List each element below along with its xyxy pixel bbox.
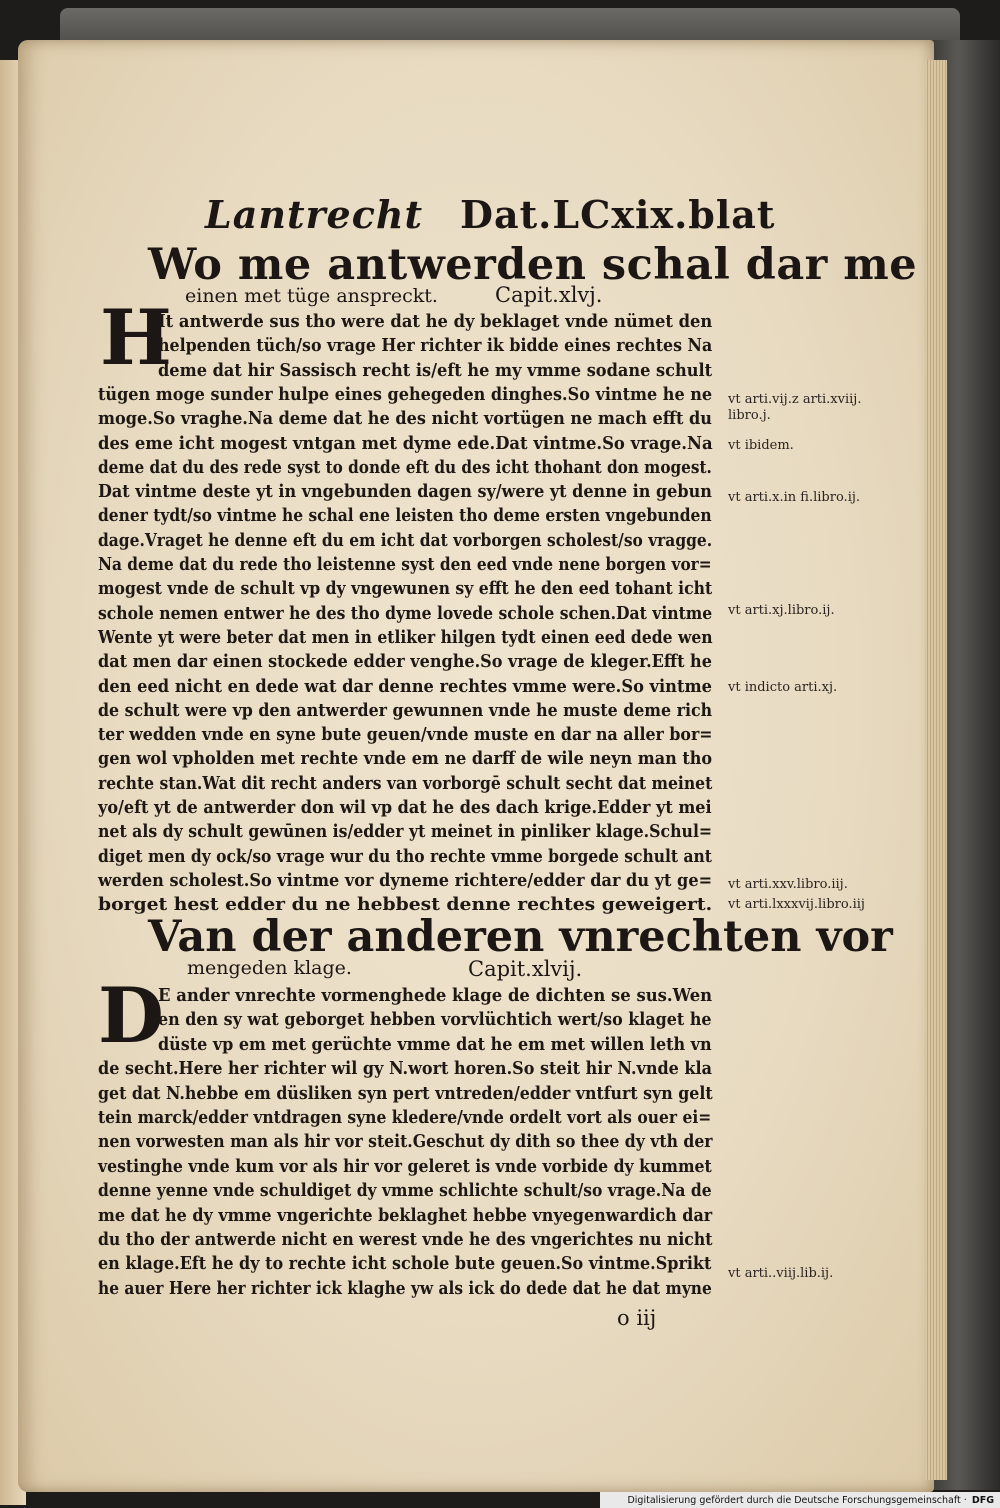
running-header-folio: Dat.LCxix.blat xyxy=(460,192,776,237)
text-line: nen vorwesten man als hir vor steit.Geschut dy dith so thee dy vth der xyxy=(98,1131,713,1153)
page-stack-edge xyxy=(925,60,947,1480)
text-line: helpenden tüch/so vrage Her richter ik bidde eines rechtes Na xyxy=(158,335,713,357)
margin-note: vt arti.xxv.libro.iij. xyxy=(728,877,848,892)
text-line: E ander vnrechte vormenghede klage de dichten se sus.Wen xyxy=(158,985,713,1006)
text-line: net als dy schult gewūnen is/edder yt meinet in pinliker klage.Schul= xyxy=(98,821,713,843)
text-line: me dat he dy vmme vngerichte beklaghet hebbe vnyegenwardich dar xyxy=(98,1204,713,1226)
margin-note: libro.j. xyxy=(728,408,771,423)
text-line: borget hest edder du ne hebbest denne rechtes geweigert. xyxy=(98,894,713,916)
text-line: en klage.Eft he dy to rechte icht schole bute geuen.So vintme.Sprikt xyxy=(98,1253,712,1275)
text-line: den eed nicht en dede wat dar denne rechtes vmme were.So vintme xyxy=(98,675,712,697)
text-line: dat men dar einen stockede edder venghe.So vrage de kleger.Efft he xyxy=(98,651,712,673)
text-line: Wente yt were beter dat men in etliker hilgen tydt einen eed dede wen xyxy=(98,626,713,648)
text-line: deme dat du des rede syst to donde eft du des icht thohant don mogest. xyxy=(98,456,712,478)
text-line: tein marck/edder vntdragen syne kledere/vnde ordelt vort als ouer ei= xyxy=(98,1107,712,1128)
margin-note: vt indicto arti.xj. xyxy=(728,680,838,695)
text-line: dage.Vraget he denne eft du em icht dat vorborgen scholest/so vragge. xyxy=(98,529,713,551)
chapter-heading-1: Wo me antwerden schal dar me xyxy=(148,240,918,290)
text-line: en den sy wat geborget hebben vorvlüchtich wert/so klaget he xyxy=(158,1009,712,1031)
text-line: de secht.Here her richter wil gy N.wort horen.So steit hir N.vnde kla xyxy=(98,1058,712,1080)
chapter-number-2: Capit.xlvij. xyxy=(468,957,583,981)
chapter-subheading-2: mengeden klage. xyxy=(187,957,352,979)
text-line: diget men dy ock/so vrage wur du tho rechte vmme borgede schult ant xyxy=(98,845,712,867)
drop-capital-1: H xyxy=(100,293,172,382)
text-line: vestinghe vnde kum vor als hir vor geleret is vnde vorbide dy kummet xyxy=(98,1155,712,1177)
text-line: düste vp em met gerüchte vmme dat he em met willen leth vn xyxy=(158,1033,712,1055)
text-line: moge.So vraghe.Na deme dat he des nicht vortügen ne mach efft du xyxy=(98,408,712,430)
signature-mark: o iij xyxy=(617,1306,657,1330)
text-line: yo/eft yt de antwerder don wil vp dat he des dach krige.Edder yt mei xyxy=(98,797,712,818)
margin-note: vt arti.lxxxvij.libro.iij xyxy=(728,897,865,912)
text-line: he auer Here her richter ick klaghe yw als ick do dede dat he dat myne xyxy=(98,1277,712,1299)
dfg-logo-icon: DFG xyxy=(971,1494,994,1506)
digitization-footer xyxy=(600,1492,1000,1508)
text-line: It antwerde sus tho were dat he dy beklaget vnde nümet den xyxy=(158,311,713,332)
chapter-heading-2: Van der anderen vnrechten vor xyxy=(148,912,893,962)
text-line: denne yenne vnde schuldiget dy vmme schlichte schult/so vrage.Na de xyxy=(98,1180,712,1202)
text-line: ter wedden vnde en syne bute geuen/vnde muste en dar na aller bor= xyxy=(98,724,713,746)
text-line: deme dat hir Sassisch recht is/eft he my vmme sodane schult xyxy=(158,359,713,381)
text-line: rechte stan.Wat dit recht anders van vorborgē schult secht dat meinet xyxy=(98,772,713,794)
chapter-number-1: Capit.xlvj. xyxy=(495,283,603,307)
text-line: Dat vintme deste yt in vngebunden dagen sy/were yt denne in gebun xyxy=(98,481,712,503)
running-header-left: Lantrecht xyxy=(205,192,424,237)
text-line: de schult were vp den antwerder gewunnen vnde he muste deme rich xyxy=(98,699,713,721)
text-line: du tho der antwerde nicht en werest vnde he des vngerichtes nu nicht xyxy=(98,1229,713,1250)
text-line: gen wol vpholden met rechte vnde em ne darff de wile neyn man tho xyxy=(98,748,713,770)
margin-note: vt arti.x.in fi.libro.ij. xyxy=(728,490,861,505)
text-line: tügen moge sunder hulpe eines gehegeden dinghes.So vintme he ne xyxy=(98,383,713,405)
text-line: des eme icht mogest vntgan met dyme ede.Dat vintme.So vrage.Na xyxy=(98,432,713,454)
drop-capital-2: D xyxy=(98,971,164,1060)
text-line: werden scholest.So vintme vor dyneme richtere/edder dar du yt ge= xyxy=(98,869,713,891)
chapter-subheading-1: einen met tüge anspreckt. xyxy=(185,285,438,307)
text-line: get dat N.hebbe em düsliken syn pert vntreden/edder vntfurt syn gelt xyxy=(98,1082,713,1104)
text-line: mogest vnde de schult vp dy vngewunen sy efft he den eed tohant icht xyxy=(98,578,713,600)
margin-note: vt ibidem. xyxy=(728,438,794,453)
text-line: Na deme dat du rede tho leistenne syst den eed vnde nene borgen vor= xyxy=(98,554,712,575)
margin-note: vt arti..viij.lib.ij. xyxy=(728,1266,834,1281)
text-line: dener tydt/so vintme he schal ene leisten tho deme ersten vngebunden xyxy=(98,505,712,527)
margin-note: vt arti.vij.z arti.xviij. xyxy=(728,392,862,407)
text-line: schole nemen entwer he des tho dyme lovede schole schen.Dat vintme xyxy=(98,602,713,624)
margin-note: vt arti.xj.libro.ij. xyxy=(728,603,835,618)
footer-credit: Digitalisierung gefördert durch die Deutsche Forschungsgemeinschaft · xyxy=(627,1494,967,1506)
